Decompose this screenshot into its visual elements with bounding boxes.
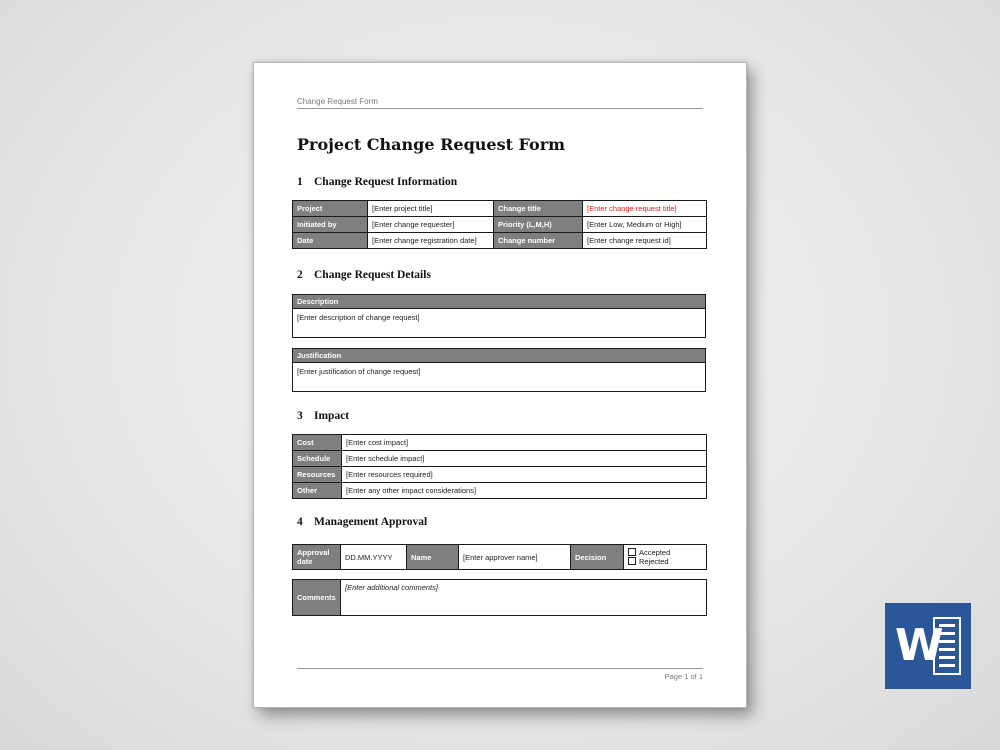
change-title-label: Change title	[494, 201, 583, 217]
other-field[interactable]: [Enter any other impact considerations]	[342, 483, 707, 499]
initiated-by-field[interactable]: [Enter change requester]	[368, 217, 494, 233]
word-icon-letter: W	[895, 620, 944, 671]
running-header: Change Request Form	[297, 97, 703, 109]
table-row	[293, 451, 707, 467]
section-number: 1	[297, 176, 303, 188]
comments-label: Comments	[293, 580, 341, 616]
checkbox-icon[interactable]	[628, 557, 636, 565]
section-title: Impact	[314, 410, 350, 422]
cost-field[interactable]: [Enter cost impact]	[342, 435, 707, 451]
running-footer: Page 1 of 1	[297, 668, 703, 681]
approval-date-label	[293, 545, 341, 570]
description-field[interactable]: [Enter description of change request]	[293, 309, 706, 338]
accepted-option[interactable]	[628, 548, 702, 557]
comments-field[interactable]: [Enter additional comments]	[341, 580, 707, 616]
schedule-field[interactable]: [Enter schedule impact]	[342, 451, 707, 467]
change-request-info-table	[292, 200, 707, 249]
cost-label: Cost	[293, 435, 342, 451]
date-field[interactable]: [Enter change registration date]	[368, 233, 494, 249]
project-field[interactable]: [Enter project title]	[368, 201, 494, 217]
change-title-field[interactable]: [Enter change request title]	[583, 201, 707, 217]
justification-table	[292, 348, 706, 392]
document-page	[253, 62, 747, 708]
table-row	[293, 309, 706, 338]
justification-label: Justification	[293, 349, 706, 363]
table-row	[293, 580, 707, 616]
section-heading-1	[297, 176, 457, 188]
section-heading-4	[297, 516, 427, 528]
decision-label: Decision	[571, 545, 624, 570]
table-row	[293, 435, 707, 451]
justification-field[interactable]: [Enter justification of change request]	[293, 363, 706, 392]
priority-field[interactable]: [Enter Low, Medium or High]	[583, 217, 707, 233]
table-row	[293, 363, 706, 392]
table-row	[293, 217, 707, 233]
description-label: Description	[293, 295, 706, 309]
change-number-field[interactable]: [Enter change request id]	[583, 233, 707, 249]
approval-table	[292, 544, 707, 570]
section-title: Management Approval	[314, 516, 428, 528]
checkbox-icon[interactable]	[628, 548, 636, 556]
resources-field[interactable]: [Enter resources required]	[342, 467, 707, 483]
section-title: Change Request Information	[314, 176, 458, 188]
table-row	[293, 349, 706, 363]
section-number: 3	[297, 410, 303, 422]
schedule-label: Schedule	[293, 451, 342, 467]
approval-date-label-line1: Approval	[297, 548, 330, 557]
decision-options	[624, 545, 707, 570]
priority-label: Priority (L,M,H)	[494, 217, 583, 233]
rejected-option[interactable]	[628, 557, 702, 566]
accepted-label: Accepted	[639, 548, 671, 557]
resources-label: Resources	[293, 467, 342, 483]
date-label: Date	[293, 233, 368, 249]
table-row	[293, 483, 707, 499]
word-icon	[885, 603, 971, 689]
approval-date-label-line2: date	[297, 557, 313, 566]
table-row	[293, 201, 707, 217]
section-number: 2	[297, 269, 303, 281]
approval-date-field[interactable]: DD.MM.YYYY	[341, 545, 407, 570]
name-label: Name	[407, 545, 459, 570]
rejected-label: Rejected	[639, 557, 669, 566]
section-heading-3	[297, 410, 349, 422]
section-heading-2	[297, 269, 431, 281]
comments-table	[292, 579, 707, 616]
approver-name-field[interactable]: [Enter approver name]	[459, 545, 571, 570]
section-number: 4	[297, 516, 303, 528]
change-number-label: Change number	[494, 233, 583, 249]
page-title: Project Change Request Form	[297, 135, 566, 154]
table-row	[293, 467, 707, 483]
impact-table	[292, 434, 707, 499]
table-row	[293, 233, 707, 249]
description-table	[292, 294, 706, 338]
section-title: Change Request Details	[314, 269, 431, 281]
other-label: Other	[293, 483, 342, 499]
table-row	[293, 545, 707, 570]
initiated-by-label: Initiated by	[293, 217, 368, 233]
project-label: Project	[293, 201, 368, 217]
table-row	[293, 295, 706, 309]
